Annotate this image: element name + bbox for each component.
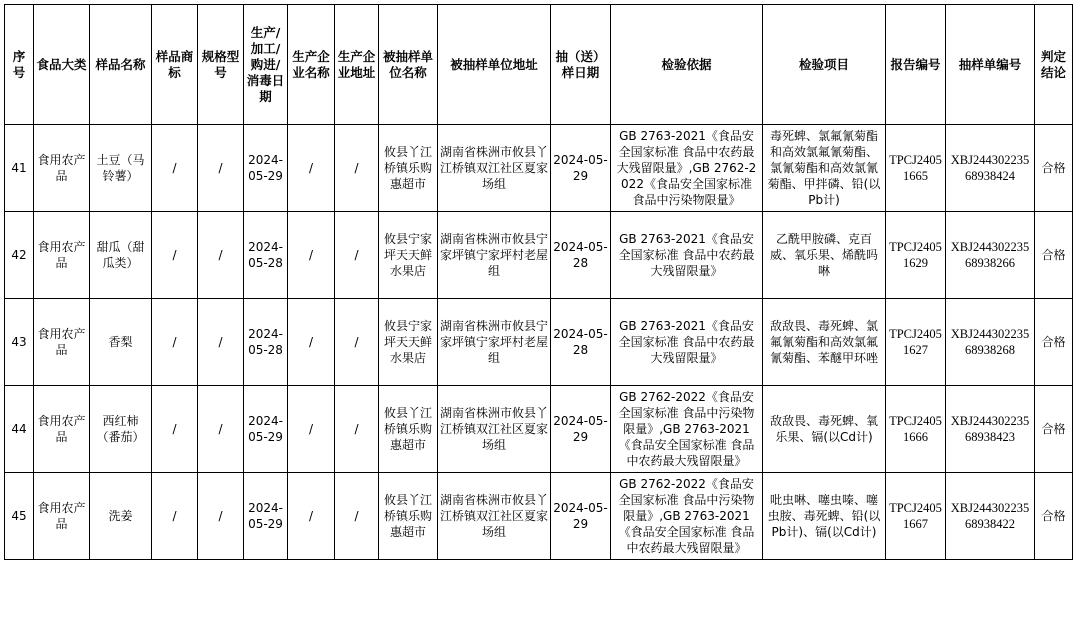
- cell-date: 2024-05-28: [244, 212, 288, 299]
- cell-basis: GB 2763-2021《食品安全国家标准 食品中农药最大残留限量》: [611, 212, 763, 299]
- cell-maker-addr: /: [335, 473, 379, 560]
- cell-basis: GB 2762-2022《食品安全国家标准 食品中污染物限量》,GB 2763-2021《食品安全国家标准 食品中农药最大残留限量》: [611, 386, 763, 473]
- cell-spec: /: [198, 386, 244, 473]
- table-row: [5, 299, 1073, 386]
- table-row: [5, 473, 1073, 560]
- cell-date: 2024-05-29: [244, 473, 288, 560]
- cell-unit: 攸县宁家坪天天鲜水果店: [379, 299, 438, 386]
- cell-sample-no: XBJ24430223568938268: [946, 299, 1035, 386]
- cell-category: 食用农产品: [34, 473, 90, 560]
- cell-date: 2024-05-29: [244, 386, 288, 473]
- cell-category: 食用农产品: [34, 386, 90, 473]
- cell-items: 敌敌畏、毒死蜱、氧乐果、镉(以Cd计): [763, 386, 886, 473]
- header-cell-name: 样品名称: [90, 5, 152, 125]
- table-row: [5, 212, 1073, 299]
- cell-name: 香梨: [90, 299, 152, 386]
- cell-spec: /: [198, 125, 244, 212]
- cell-spec: /: [198, 212, 244, 299]
- cell-basis: GB 2763-2021《食品安全国家标准 食品中农药最大残留限量》,GB 2762-2022《食品安全国家标准 食品中污染物限量》: [611, 125, 763, 212]
- cell-name: 甜瓜（甜瓜类）: [90, 212, 152, 299]
- cell-unit: 攸县丫江桥镇乐购惠超市: [379, 386, 438, 473]
- header-cell-maker: 生产企业名称: [288, 5, 335, 125]
- cell-maker: /: [288, 125, 335, 212]
- header-cell-result: 判定结论: [1035, 5, 1073, 125]
- header-cell-maker-addr: 生产企业地址: [335, 5, 379, 125]
- inspection-results-table: [4, 4, 1073, 560]
- cell-no: 41: [5, 125, 34, 212]
- cell-unit-addr: 湖南省株洲市攸县丫江桥镇双江社区夏家场组: [438, 386, 551, 473]
- header-cell-unit-addr: 被抽样单位地址: [438, 5, 551, 125]
- cell-category: 食用农产品: [34, 212, 90, 299]
- header-cell-report: 报告编号: [886, 5, 946, 125]
- cell-brand: /: [152, 212, 198, 299]
- cell-no: 44: [5, 386, 34, 473]
- cell-unit: 攸县丫江桥镇乐购惠超市: [379, 473, 438, 560]
- cell-maker-addr: /: [335, 299, 379, 386]
- cell-sample-no: XBJ24430223568938266: [946, 212, 1035, 299]
- cell-unit: 攸县宁家坪天天鲜水果店: [379, 212, 438, 299]
- header-cell-spec: 规格型号: [198, 5, 244, 125]
- cell-brand: /: [152, 299, 198, 386]
- cell-sample-date: 2024-05-29: [551, 386, 611, 473]
- header-cell-sample-date: 抽（送）样日期: [551, 5, 611, 125]
- cell-unit-addr: 湖南省株洲市攸县丫江桥镇双江社区夏家场组: [438, 473, 551, 560]
- cell-maker-addr: /: [335, 386, 379, 473]
- cell-report: TPCJ24051627: [886, 299, 946, 386]
- cell-no: 42: [5, 212, 34, 299]
- header-cell-date: 生产/加工/购进/消毒日期: [244, 5, 288, 125]
- header-row: [5, 5, 1073, 125]
- cell-date: 2024-05-28: [244, 299, 288, 386]
- cell-sample-date: 2024-05-28: [551, 299, 611, 386]
- cell-category: 食用农产品: [34, 125, 90, 212]
- cell-category: 食用农产品: [34, 299, 90, 386]
- cell-report: TPCJ24051667: [886, 473, 946, 560]
- header-cell-brand: 样品商标: [152, 5, 198, 125]
- cell-basis: GB 2762-2022《食品安全国家标准 食品中污染物限量》,GB 2763-2021《食品安全国家标准 食品中农药最大残留限量》: [611, 473, 763, 560]
- cell-result: 合格: [1035, 212, 1073, 299]
- cell-report: TPCJ24051629: [886, 212, 946, 299]
- header-cell-basis: 检验依据: [611, 5, 763, 125]
- cell-report: TPCJ24051665: [886, 125, 946, 212]
- cell-name: 洗姜: [90, 473, 152, 560]
- cell-unit-addr: 湖南省株洲市攸县宁家坪镇宁家坪村老屋组: [438, 299, 551, 386]
- cell-spec: /: [198, 473, 244, 560]
- cell-sample-date: 2024-05-28: [551, 212, 611, 299]
- cell-maker: /: [288, 386, 335, 473]
- cell-brand: /: [152, 125, 198, 212]
- header-cell-sample-no: 抽样单编号: [946, 5, 1035, 125]
- cell-result: 合格: [1035, 473, 1073, 560]
- header-cell-category: 食品大类: [34, 5, 90, 125]
- header-cell-items: 检验项目: [763, 5, 886, 125]
- cell-result: 合格: [1035, 125, 1073, 212]
- header-cell-unit: 被抽样单位名称: [379, 5, 438, 125]
- cell-date: 2024-05-29: [244, 125, 288, 212]
- cell-items: 乙酰甲胺磷、克百威、氧乐果、烯酰吗啉: [763, 212, 886, 299]
- cell-maker-addr: /: [335, 125, 379, 212]
- table-row: [5, 386, 1073, 473]
- cell-no: 45: [5, 473, 34, 560]
- cell-result: 合格: [1035, 386, 1073, 473]
- cell-maker: /: [288, 473, 335, 560]
- cell-maker-addr: /: [335, 212, 379, 299]
- cell-unit: 攸县丫江桥镇乐购惠超市: [379, 125, 438, 212]
- cell-spec: /: [198, 299, 244, 386]
- table-row: [5, 125, 1073, 212]
- cell-maker: /: [288, 299, 335, 386]
- cell-basis: GB 2763-2021《食品安全国家标准 食品中农药最大残留限量》: [611, 299, 763, 386]
- cell-sample-date: 2024-05-29: [551, 125, 611, 212]
- cell-brand: /: [152, 386, 198, 473]
- cell-unit-addr: 湖南省株洲市攸县宁家坪镇宁家坪村老屋组: [438, 212, 551, 299]
- cell-unit-addr: 湖南省株洲市攸县丫江桥镇双江社区夏家场组: [438, 125, 551, 212]
- cell-items: 吡虫啉、噻虫嗪、噻虫胺、毒死蜱、铅(以Pb计)、镉(以Cd计): [763, 473, 886, 560]
- cell-name: 西红柿（番茄）: [90, 386, 152, 473]
- cell-report: TPCJ24051666: [886, 386, 946, 473]
- cell-sample-date: 2024-05-29: [551, 473, 611, 560]
- cell-no: 43: [5, 299, 34, 386]
- cell-brand: /: [152, 473, 198, 560]
- cell-maker: /: [288, 212, 335, 299]
- cell-name: 土豆（马铃薯）: [90, 125, 152, 212]
- cell-sample-no: XBJ24430223568938424: [946, 125, 1035, 212]
- cell-result: 合格: [1035, 299, 1073, 386]
- header-cell-no: 序号: [5, 5, 34, 125]
- cell-items: 毒死蜱、氯氟氰菊酯和高效氯氟氰菊酯、氯氰菊酯和高效氯氰菊酯、甲拌磷、铅(以Pb计): [763, 125, 886, 212]
- cell-sample-no: XBJ24430223568938423: [946, 386, 1035, 473]
- cell-sample-no: XBJ24430223568938422: [946, 473, 1035, 560]
- cell-items: 敌敌畏、毒死蜱、氯氟氰菊酯和高效氯氟氰菊酯、苯醚甲环唑: [763, 299, 886, 386]
